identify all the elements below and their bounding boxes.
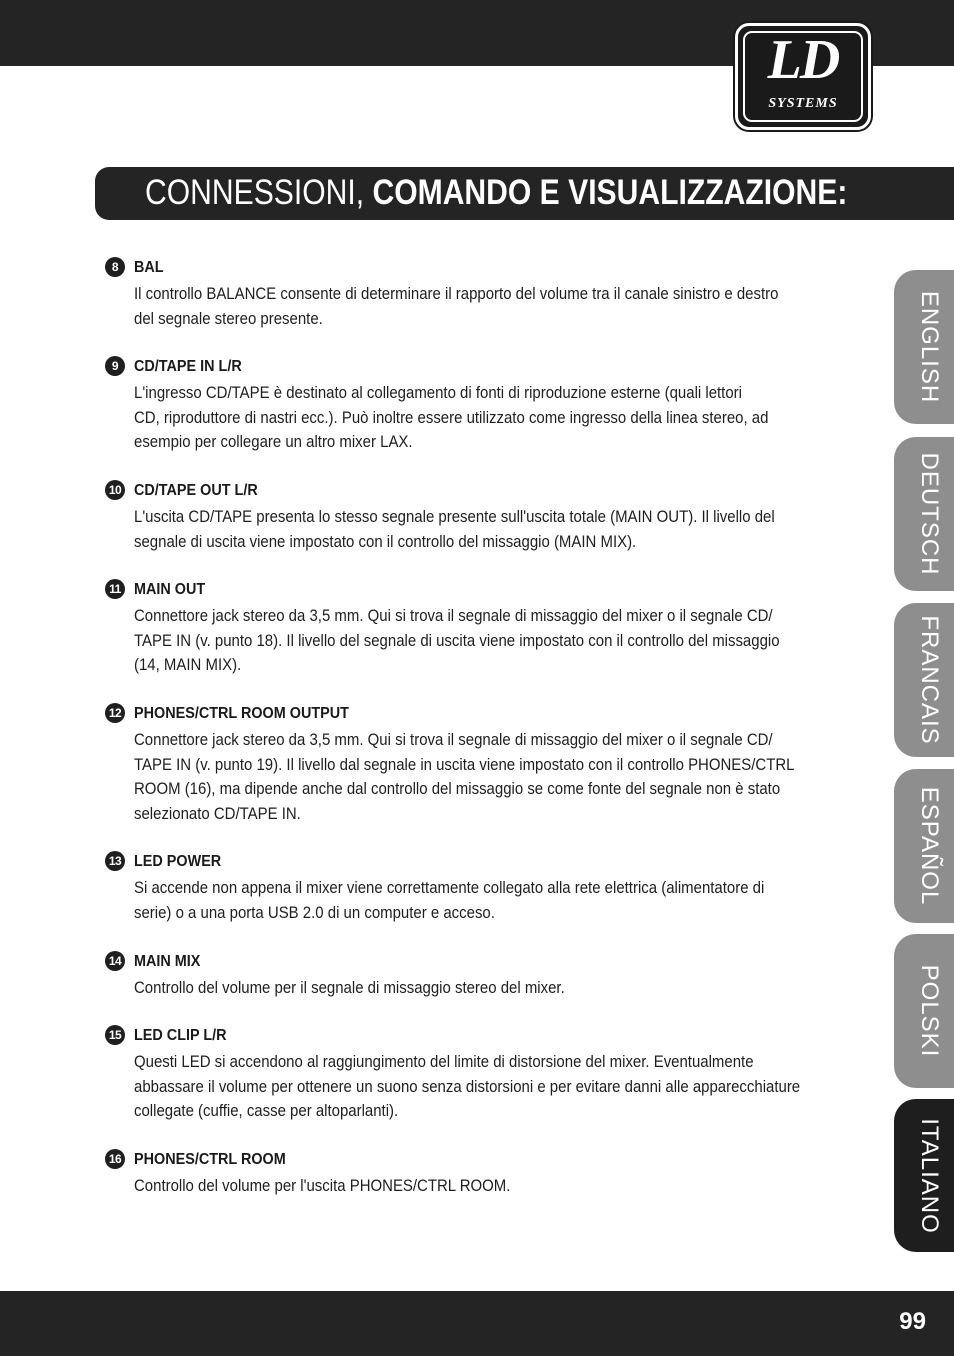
description-line: selezionato CD/TAPE IN. bbox=[134, 803, 301, 823]
logo-mark: LD bbox=[767, 29, 839, 91]
item-description bbox=[134, 1174, 838, 1199]
description-line: Controllo del volume per il segnale di missaggio stereo del mixer. bbox=[134, 977, 565, 997]
description-line: del segnale stereo presente. bbox=[134, 308, 323, 328]
logo-subtitle: SYSTEMS bbox=[768, 96, 838, 111]
list-item-phones-ctrl-room bbox=[105, 1148, 875, 1199]
list-item-bal bbox=[105, 256, 875, 331]
list-item-main-out bbox=[105, 578, 875, 678]
tab-italiano[interactable] bbox=[894, 1099, 954, 1252]
item-number-badge: 14 bbox=[105, 951, 125, 971]
description-line: TAPE IN (v. punto 19). Il livello dal segnale in uscita viene impostato con il controllo PHONES/CTRL bbox=[134, 754, 795, 774]
description-line: Si accende non appena il mixer viene correttamente collegato alla rete elettrica (alimentatore di bbox=[134, 878, 765, 898]
list-item-main-mix bbox=[105, 950, 875, 1001]
item-title: PHONES/CTRL ROOM bbox=[134, 1150, 286, 1168]
description-line: Controllo del volume per l'uscita PHONES/CTRL ROOM. bbox=[134, 1175, 511, 1195]
description-line: serie) o a una porta USB 2.0 di un computer e acceso. bbox=[134, 902, 495, 922]
list-item-led-clip bbox=[105, 1024, 875, 1124]
description-line: L'uscita CD/TAPE presenta lo stesso segnale presente sull'uscita totale (MAIN OUT). Il livello del bbox=[134, 506, 775, 526]
tab-polski[interactable] bbox=[894, 934, 954, 1088]
item-number-badge: 15 bbox=[105, 1025, 125, 1045]
item-title: BAL bbox=[134, 259, 164, 276]
item-title: LED POWER bbox=[134, 853, 222, 871]
description-line: L'ingresso CD/TAPE è destinato al collegamento di fonti di riproduzione esterne (quali lettori bbox=[134, 383, 742, 403]
item-number-badge: 11 bbox=[105, 579, 125, 599]
item-description bbox=[134, 604, 838, 678]
tab-label: POLSKI bbox=[916, 964, 943, 1058]
item-number-badge: 13 bbox=[105, 851, 125, 871]
title-bold-part: COMANDO E VISUALIZZAZIONE: bbox=[372, 173, 848, 212]
description-line: TAPE IN (v. punto 18). Il livello del segnale di uscita viene impostato con il controllo del missaggio bbox=[134, 630, 780, 650]
description-line: collegate (cuffie, casse per altoparlanti). bbox=[134, 1101, 399, 1121]
item-title: MAIN OUT bbox=[134, 581, 206, 599]
description-line: segnale di uscita viene impostato con il controllo del missaggio (MAIN MIX). bbox=[134, 531, 637, 551]
item-number-badge: 8 bbox=[105, 257, 125, 277]
item-description bbox=[134, 282, 838, 331]
item-number-badge: 12 bbox=[105, 703, 125, 723]
description-line: (14, MAIN MIX). bbox=[134, 655, 242, 675]
section-title bbox=[145, 171, 847, 215]
tab-espanol[interactable] bbox=[894, 769, 954, 923]
tab-english[interactable] bbox=[894, 270, 954, 424]
description-line: CD, riproduttore di nastri ecc.). Può inoltre essere utilizzato come ingresso della linea stereo, ad bbox=[134, 407, 769, 427]
item-description bbox=[134, 505, 838, 554]
description-line: Il controllo BALANCE consente di determinare il rapporto del volume tra il canale sinistro e destro bbox=[134, 284, 779, 303]
tab-label: ITALIANO bbox=[916, 1117, 943, 1234]
item-description bbox=[134, 976, 838, 1001]
item-title: LED CLIP L/R bbox=[134, 1027, 227, 1045]
ld-systems-logo bbox=[735, 23, 871, 130]
title-light-part: CONNESSIONI, bbox=[145, 173, 365, 212]
item-description bbox=[134, 381, 838, 455]
bottom-bar bbox=[0, 1291, 954, 1356]
list-item-cd-tape-in bbox=[105, 355, 875, 455]
tab-label: FRANCAIS bbox=[916, 615, 943, 745]
tab-label: ESPAÑOL bbox=[916, 786, 943, 906]
description-line: Questi LED si accendono al raggiungimento del limite di distorsione del mixer. Eventualmente bbox=[134, 1052, 754, 1072]
tab-francais[interactable] bbox=[894, 603, 954, 757]
tab-label: ENGLISH bbox=[916, 290, 943, 404]
page-number: 99 bbox=[899, 1308, 926, 1335]
tab-deutsch[interactable] bbox=[894, 437, 954, 591]
item-number-badge: 16 bbox=[105, 1149, 125, 1169]
item-description bbox=[134, 728, 838, 826]
list-item-led-power bbox=[105, 850, 875, 925]
description-line: esempio per collegare un altro mixer LAX. bbox=[134, 432, 413, 452]
tab-label: DEUTSCH bbox=[916, 452, 943, 576]
description-line: Connettore jack stereo da 3,5 mm. Qui si trova il segnale di missaggio del mixer o il segnale CD/ bbox=[134, 606, 773, 626]
list-item-phones-ctrl-room-output bbox=[105, 702, 875, 826]
item-list bbox=[105, 256, 875, 1222]
item-title: CD/TAPE OUT L/R bbox=[134, 481, 258, 499]
item-number-badge: 9 bbox=[105, 356, 125, 376]
item-description bbox=[134, 876, 838, 925]
description-line: abbassare il volume per ottenere un suono senza distorsioni e per evitare danni alle apparecchiature bbox=[134, 1076, 801, 1096]
item-number-badge: 10 bbox=[105, 480, 125, 500]
item-description bbox=[134, 1050, 838, 1124]
list-item-cd-tape-out bbox=[105, 479, 875, 554]
description-line: Connettore jack stereo da 3,5 mm. Qui si trova il segnale di missaggio del mixer o il segnale CD/ bbox=[134, 729, 773, 749]
section-title-bar bbox=[95, 167, 954, 220]
item-title: PHONES/CTRL ROOM OUTPUT bbox=[134, 704, 349, 722]
item-title: CD/TAPE IN L/R bbox=[134, 358, 242, 376]
description-line: ROOM (16), ma dipende anche dal controllo del missaggio se come fonte del segnale non è stato bbox=[134, 779, 781, 799]
item-title: MAIN MIX bbox=[134, 952, 201, 970]
